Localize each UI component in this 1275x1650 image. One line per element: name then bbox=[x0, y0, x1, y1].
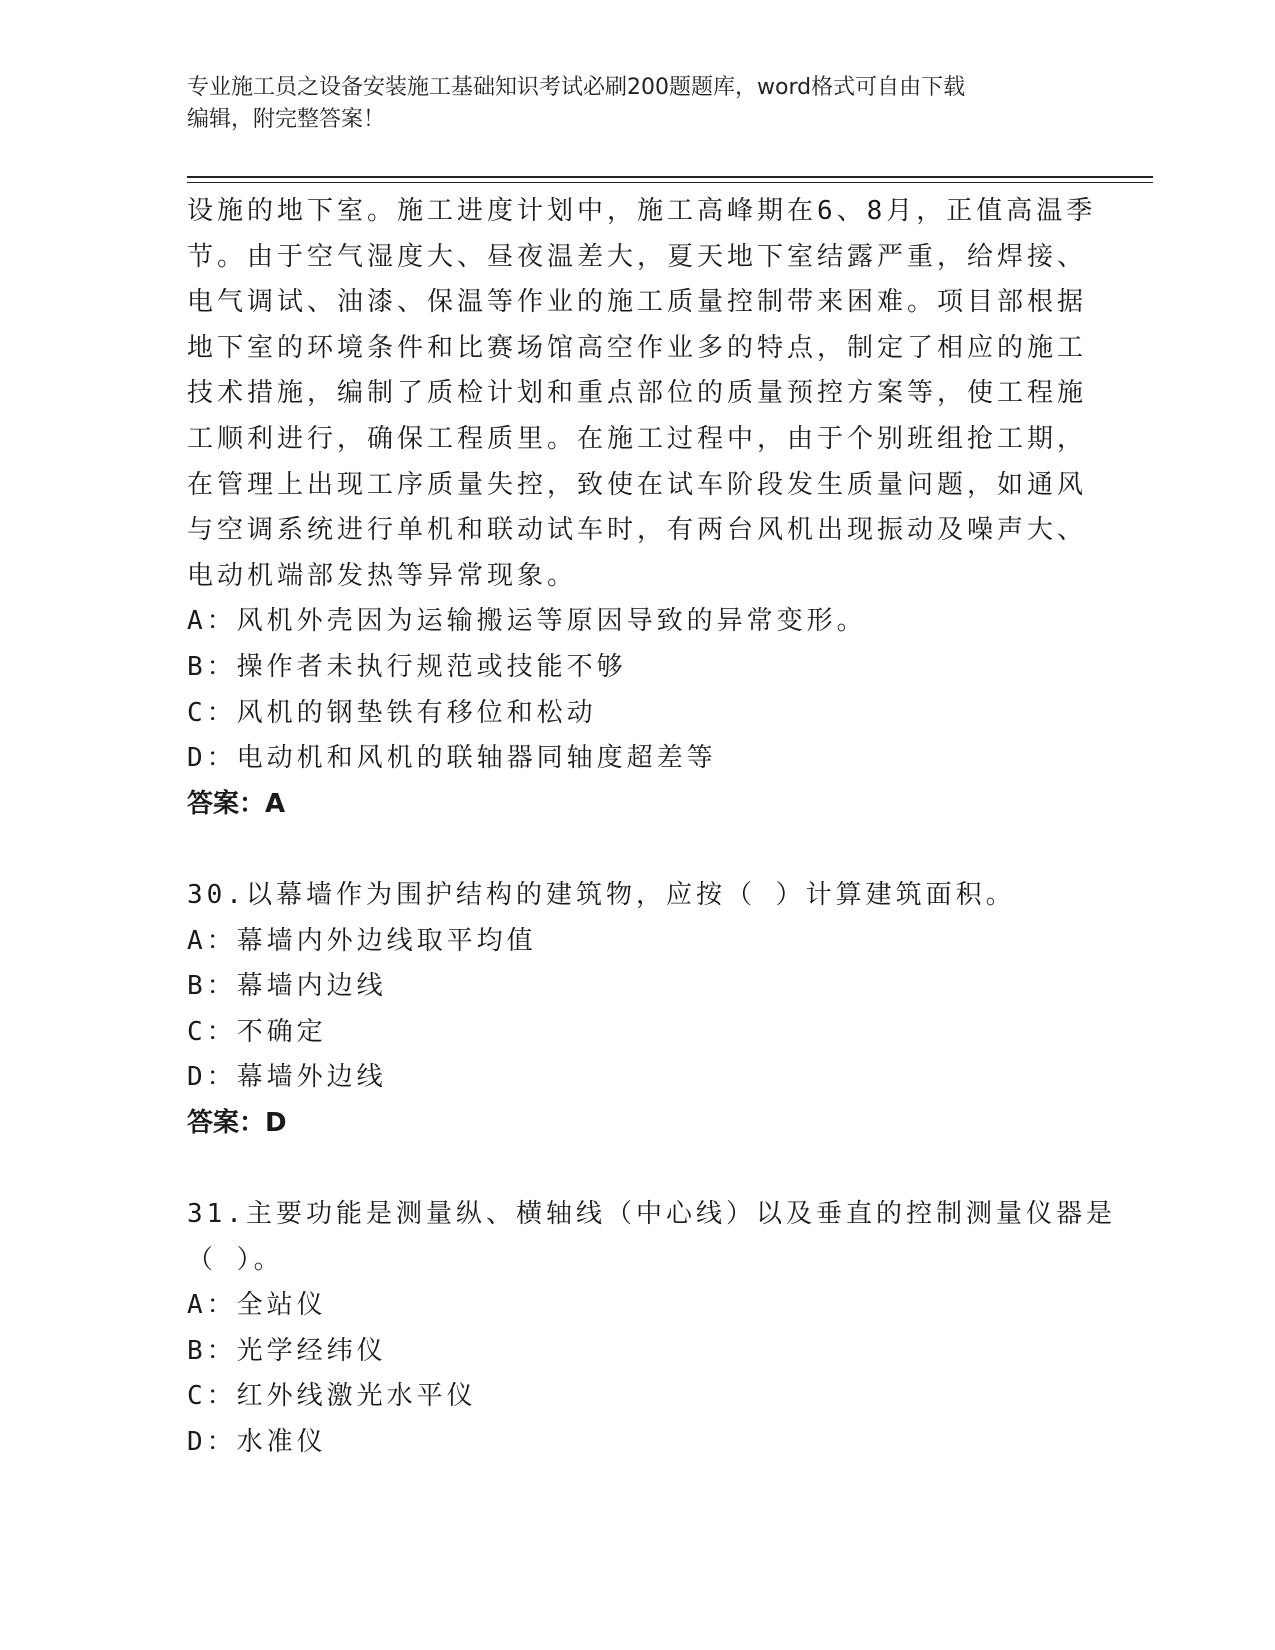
question-30-text: 30.以幕墙作为围护结构的建筑物，应按（ ）计算建筑面积。 bbox=[187, 879, 1016, 910]
option-a: A：幕墙内外边线取平均值 bbox=[187, 925, 537, 956]
passage-line: 电动机端部发热等异常现象。 bbox=[187, 560, 578, 591]
passage-line: 与空调系统进行单机和联动试车时，有两台风机出现振动及噪声大、 bbox=[187, 515, 1088, 546]
passage-line: 电气调试、油漆、保温等作业的施工质量控制带来困难。项目部根据 bbox=[187, 287, 1088, 318]
option-b: B：幕墙内边线 bbox=[187, 971, 387, 1002]
question-29-answer: 答案：A bbox=[187, 788, 286, 819]
option-c: C：不确定 bbox=[187, 1016, 327, 1047]
option-c: C：风机的钢垫铁有移位和松动 bbox=[187, 697, 597, 728]
passage-line: 节。由于空气湿度大、昼夜温差大，夏天地下室结露严重，给焊接、 bbox=[187, 241, 1088, 272]
option-b: B：操作者未执行规范或技能不够 bbox=[187, 651, 627, 682]
spacer bbox=[187, 1146, 1087, 1192]
option-a: A：风机外壳因为运输搬运等原因导致的异常变形。 bbox=[187, 606, 867, 637]
header-title-line-1: 专业施工员之设备安装施工基础知识考试必刷200题题库，word格式可自由下载 bbox=[187, 75, 966, 100]
question-29-passage bbox=[187, 189, 1097, 599]
question-31-text-line-2: （ ）。 bbox=[187, 1244, 284, 1275]
header-rule-thick bbox=[187, 176, 1153, 178]
header-rule-thin bbox=[187, 182, 1153, 183]
option-d: D：电动机和风机的联轴器同轴度超差等 bbox=[187, 743, 717, 774]
option-d: D：幕墙外边线 bbox=[187, 1062, 387, 1093]
passage-line: 地下室的环境条件和比赛场馆高空作业多的特点，制定了相应的施工 bbox=[187, 332, 1088, 363]
spacer bbox=[187, 827, 1087, 873]
question-30 bbox=[187, 873, 1087, 1147]
option-a: A：全站仪 bbox=[187, 1290, 327, 1321]
option-b: B：光学经纬仪 bbox=[187, 1335, 387, 1366]
question-31-text-line-1: 31.主要功能是测量纵、横轴线（中心线）以及垂直的控制测量仪器是 bbox=[187, 1199, 1116, 1230]
option-d: D：水准仪 bbox=[187, 1427, 327, 1458]
page-header bbox=[187, 72, 1087, 136]
option-c: C：红外线激光水平仪 bbox=[187, 1381, 477, 1412]
passage-line: 工顺利进行，确保工程质里。在施工过程中，由于个别班组抢工期， bbox=[187, 423, 1088, 454]
document-body bbox=[187, 189, 1116, 1466]
question-30-answer: 答案：D bbox=[187, 1107, 287, 1138]
question-31 bbox=[187, 1192, 1116, 1466]
passage-line: 技术措施，编制了质检计划和重点部位的质量预控方案等，使工程施 bbox=[187, 378, 1088, 409]
header-title-line-2: 编辑，附完整答案！ bbox=[187, 107, 386, 132]
passage-line: 设施的地下室。施工进度计划中，施工高峰期在6、8月，正值高温季 bbox=[187, 196, 1097, 226]
question-29-options bbox=[187, 599, 1087, 827]
passage-line: 在管理上出现工序质量失控，致使在试车阶段发生质量问题，如通风 bbox=[187, 469, 1088, 500]
